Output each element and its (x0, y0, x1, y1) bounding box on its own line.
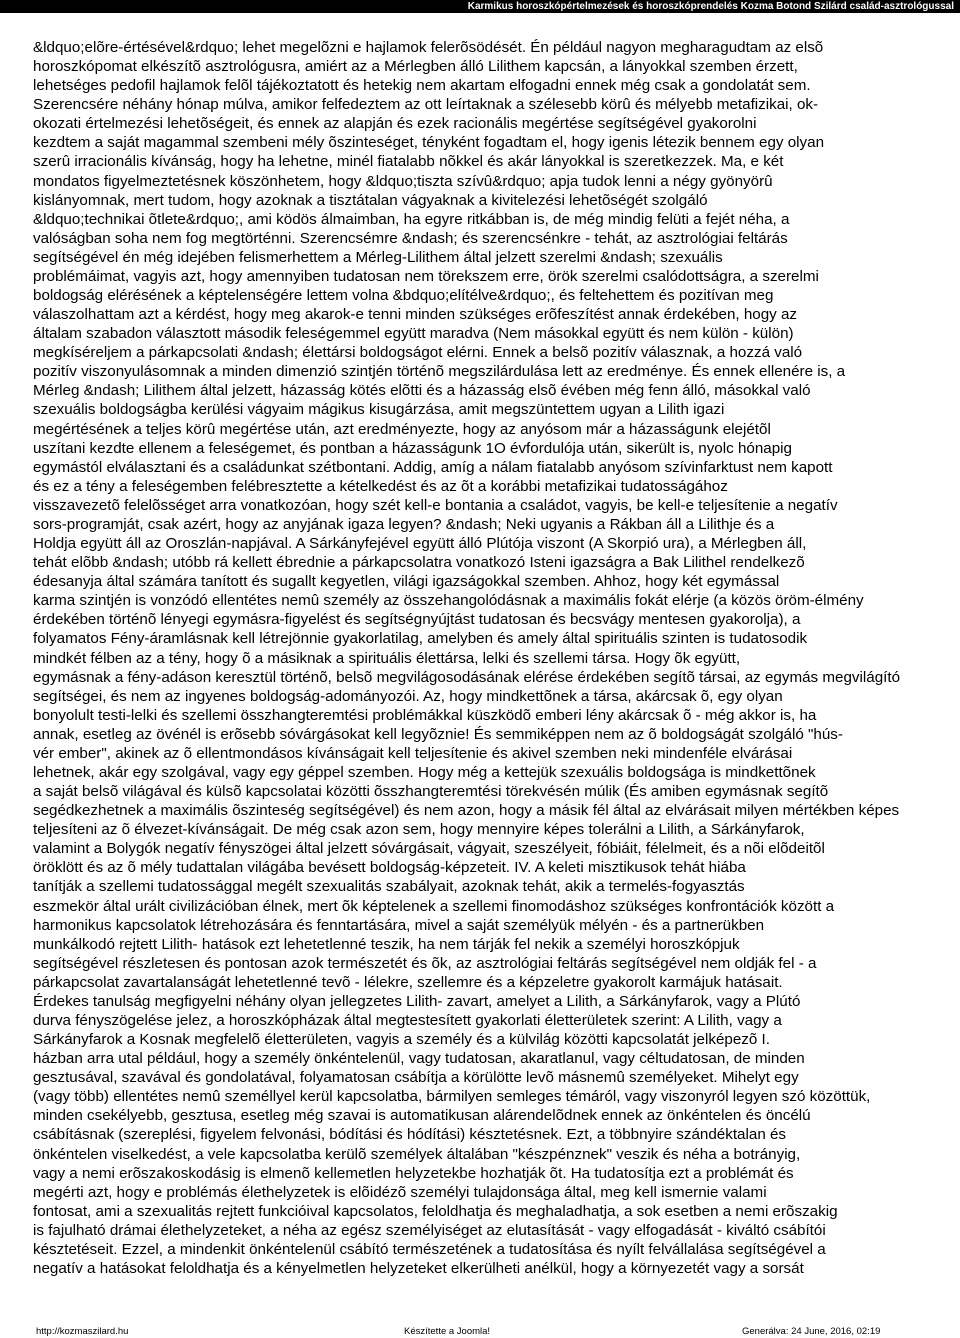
body-line: segédkezhetnek a maximális õszinteség segítségével) és nem azon, hogy a másik fél által az elvárásait milyen mértékben képes (33, 802, 900, 820)
body-line: tehát elõbb &ndash; utóbb rá kellett ébrednie a párkapcsolatra vonatkozó Isteni igazságra a Bak Lilithel rendelkezõ (33, 554, 805, 572)
body-line: érdekében történõ lényegi egymásra-figyelést és segítségnyújtást tudatosan és becsvágy mentesen gyakorolja), a (33, 611, 801, 629)
body-line: okozati értelmezési lehetõségeit, és ennek az alapján és ezek racionális megértése segítségével gyakorolni (33, 115, 757, 133)
body-line: folyamatos Fény-áramlásnak kell létrejönnie gyakorlatilag, amelyben és amely által spirituális szinten is tudatosodik (33, 630, 808, 648)
body-line: megérti azt, hogy e problémás élethelyzetek is elõidézõ személyi tulajdonsága által, meg kell ismernie valami (33, 1183, 767, 1201)
footer-site-link[interactable]: http://kozmaszilard.hu (36, 1326, 129, 1337)
body-line: édesanyja által számára tanított és sugallt kegyetlen, világi igazságokkal szemben. Ahhoz, hogy két egymással (33, 573, 780, 591)
article-body (33, 38, 957, 1278)
body-line: negatív a hatásokat feloldhatja és a kényelmetlen helyzeteket elkerülheti anélkül, hogy a környezetét vagy a sorsát (33, 1260, 804, 1277)
body-line: Holdja együtt áll az Oroszlán-napjával. A Sárkányfejével együtt álló Plútója viszont (A Skorpió ura), a Mérlegben áll, (33, 535, 807, 553)
header-title: Karmikus horoszkópértelmezések és horoszkóprendelés Kozma Botond Szilárd család-asztrológussal (467, 1, 954, 12)
body-line: karma szintjén is vonzódó ellentétes nemû személy az összehangolódásnak a maximális fokát elérje (a közös öröm-élmény (33, 592, 864, 610)
body-line: segítségei, és nem az ingyenes boldogság-adományozói. Az, hogy mindkettõnek a társa, akárcsak õ, egy olyan (33, 687, 783, 705)
body-line: önkéntelen viselkedést, a vele kapcsolatba kerülõ személyek általában "készpénznek" veszik és néha a botrányig, (33, 1145, 801, 1163)
body-line: kezdtem a saját magammal szembeni mély õszinteséget, tényként fogadtam el, hogy igenis létezik bennem egy olyan (33, 134, 825, 152)
footer-generator-credit: Készítette a Joomla! (404, 1326, 491, 1337)
footer-generated-date: Generálva: 24 June, 2016, 02:19 (742, 1326, 881, 1337)
page-footer (0, 1325, 960, 1338)
body-line: tanítják a szellemi tudatossággal megélt szexualitás szabályait, azoknak tehát, akik a termelés-fogyasztás (33, 878, 745, 896)
body-line: csábításnak (szereplési, figyelem felvonási, bódítási és hódítási) késztetésnek. Ezt, a többnyire szándéktalan és (33, 1126, 787, 1144)
body-line: pozitív viszonyulásomnak a minden dimenzió szintjén történõ megszilárdulása lett az eredménye. És ennek ellenére is, a (33, 363, 846, 381)
body-line: visszavezetõ felelõsséget arra vonatkozóan, hogy szét kell-e bontania a családot, vagyis, be kell-e teljesítenie a negatív (33, 496, 838, 514)
body-line: Érdekes tanulság megfigyelni néhány olyan jellegzetes Lilith- zavart, amelyet a Lilith, a Sárkányfarok, vagy a Plútó (33, 992, 801, 1010)
body-line: harmonikus kapcsolatok létrehozására és fenntartására, mivel a saját személyük mélyén - és a partnerükben (33, 916, 765, 934)
body-line: a saját belsõ világával és külsõ kapcsolatai közötti õsszhangteremtési törekvésén múlik (És amiben egymásnak segítõ (33, 783, 829, 801)
body-line: megértésének a teljes körû megértése után, azt eredményezte, hogy az anyósom már a házasságunk elejétõl (33, 420, 771, 438)
body-line: annak, esetleg az övénél is erõsebb sóvárgásokat kell legyõznie! És semmiképpen nem az õ boldogságát szolgáló "hús- (33, 725, 843, 743)
body-line: gesztusával, szavával és gondolatával, folyamatosan csábítja a körülötte levõ másnemû személyeket. Mihelyt egy (33, 1069, 799, 1087)
body-line: szexuális boldogságba kerülési vágyaim mágikus kisugárzása, amit megszüntettem ugyan a Lilith igazi (33, 401, 725, 419)
body-line: uszítani kezdte ellenem a feleségemet, és pontban a házasságunk 1O évfordulója után, sikerült is, nyolc hónapig (33, 439, 792, 457)
body-line: teljesíteni az õ élvezet-kívánságait. De még csak azon sem, hogy mennyire képes tolerálni a Lilith, a Sárkányfarok, (33, 821, 805, 839)
body-line: &ldquo;technikai õtlete&rdquo;, ami ködös álmaimban, ha egyre ritkábban is, de még mindig felüti a fejét néha, a (33, 210, 790, 228)
body-line: egymástól elválasztani és a családunkat szétbontani. Addig, amíg a nálam fiatalabb anyósom szívinfarktust nem kapott (33, 458, 833, 476)
body-line: problémáimat, vagyis azt, hogy amennyiben tudatosan nem törekszem erre, örök szerelmi csalódottságra, a szerelmi (33, 267, 819, 285)
body-line: párkapcsolat zavartalanságát lehetetlenné tevõ - lélekre, szellemre és a képzeletre gyakorolt karmájuk hatásait. (33, 973, 783, 991)
body-line: házban arra utal például, hogy a személy önkéntelenül, vagy tudatosan, akaratlanul, vagy céltudatosan, de minden (33, 1050, 805, 1068)
body-line: is fajulható drámai élethelyzeteket, a néha az egész személyiséget az elutasítását - vagy elfogadását - kiváltó csábítói (33, 1221, 826, 1239)
body-line: általam szabadon választott második feleségemmel együtt maradva (Nem másokkal együtt és nem külön - külön) (33, 325, 794, 343)
body-line: öröklött és az õ mély tudattalan világába bevésett boldogság-képzeteit. IV. A keleti misztikusok tehát hiába (33, 859, 746, 877)
body-line: válaszolhattam azt a kérdést, hogy meg akarok-e tenni minden szükséges erõfeszítést annak érdekében, hogy az (33, 306, 798, 324)
body-line: durva fényszögelése jelez, a horoszkópházak által megtestesített gyakorlati életterületek szerint: A Lilith, vagy a (33, 1011, 782, 1029)
body-line: megkíséreljem a párkapcsolati &ndash; élettársi boldogságot elérni. Ennek a belsõ pozitív válasznak, a hozzá való (33, 344, 803, 362)
body-line: boldogság elérésének a képtelenségére lettem volna &bdquo;elítélve&rdquo;, és feltehettem és pozitívan meg (33, 287, 774, 305)
body-line: minden csekélyebb, gesztusa, esetleg még szavai is automatikusan alárendelõdnek ennek az önkéntelen és öncélú (33, 1107, 811, 1125)
body-line: sors-programját, csak azért, hogy az anyjának igaza legyen? &ndash; Neki ugyanis a Rákban áll a Lilithje és a (33, 515, 775, 533)
body-line: (vagy több) ellentétes nemû személlyel kerül kapcsolatba, bármilyen semleges témáról, vagy viszonyról legyen szó közöttük, (33, 1088, 871, 1106)
body-line: kislányomnak, mert tudom, hogy azoknak a tisztátalan vágyaknak a kivitelezési lehetõségét szolgáló (33, 191, 708, 209)
body-line: munkálkodó rejtett Lilith- hatások ezt lehetetlenné teszik, ha nem tárják fel nekik a személyi horoszkópjuk (33, 935, 740, 953)
body-line: valóságban soha nem fog megtörténni. Szerencsémre &ndash; és szerencsénkre - tehát, az asztrológiai feltárás (33, 229, 788, 247)
body-line: Sárkányfarok a Kosnak megfelelõ életterületen, vagyis a személy és a külvilág közötti kapcsolatát jelképezõ I. (33, 1031, 770, 1049)
body-line: eszmekör által urált civilizációban élnek, mert õk képtelenek a szellemi finomodáshoz szükséges konfrontációk között a (33, 897, 835, 915)
body-line: és ez a tény a feleségemben felébresztette a kételkedést és az õt a korábbi metafizikai tudatosságához (33, 477, 728, 495)
body-line: mondatos figyelmeztetésnek köszönhetem, hogy &ldquo;tiszta szívû&rdquo; apja tudok lenni a négy gyönyörû (33, 172, 773, 190)
body-line: Mérleg &ndash; Lilithem által jelzett, házasság kötés elõtti és a házasság elsõ évében még fenn álló, másokkal való (33, 382, 811, 400)
body-line: segítségével részletesen és pontosan azok természetét és õk, az asztrológiai feltárás segítségével nem oldják fel - a (33, 954, 817, 972)
page-header (0, 0, 960, 13)
body-line: vagy a nemi erõszakoskodásig is elmenõ kellemetlen helyzetekbe hozhatják õt. Ha tudatosítja ezt a problémát és (33, 1164, 794, 1182)
body-line: vér ember", akinek az õ ellentmondásos kívánságait kell teljesítenie és akivel szemben neki mindenféle elvárásai (33, 744, 793, 762)
body-line: mindkét félben az a tény, hogy õ a másiknak a spirituális élettársa, lelki és szellemi társa. Hogy õk együtt, (33, 649, 741, 667)
body-line: valamint a Bolygók negatív fényszögei által jelzett sóvárgásait, vágyait, szeszélyeit, fóbiáit, félelmeit, és a nõi elõdeitõl (33, 840, 825, 858)
body-line: Szerencsére néhány hónap múlva, amikor felfedeztem az ott leírtaknak a szélesebb körû és mélyebb metafizikai, ok- (33, 96, 819, 114)
body-line: fontosat, ami a szexualitás rejtett funkcióival kapcsolatos, feloldhatja és meghaladhatja, a sok esetben a nemi erõszakig (33, 1202, 838, 1220)
body-line: lehetnek, akár egy szolgával, vagy egy géppel szemben. Hogy még a kettejük szexuális boldogsága is mindkettõnek (33, 763, 816, 781)
body-line: bonyolult testi-lelki és szellemi összhangteremtési problémákkal küszködõ emberi lény akárcsak õ - még akkor is, ha (33, 706, 817, 724)
body-line: &ldquo;elõre-értésével&rdquo; lehet megelõzni e hajlamok felerõsödését. Én például nagyon megharagudtam az elsõ (33, 39, 824, 56)
body-line: lehetséges pedofil hajlamok felõl tájékoztatott és hetekig nem akartam elfogadni ennek még csak a gondolatát sem. (33, 77, 811, 95)
body-line: horoszkópomat elkészítõ asztrológusra, amiért az a Mérlegben álló Lilithem kapcsán, a lányokkal szemben érzett, (33, 58, 798, 76)
body-line: segítségével én még idejében felismerhettem a Mérleg-Lilithem által jelzett szerelmi &ndash; szexuális (33, 248, 723, 266)
body-line: késztetéseit. Ezzel, a mindenkit önkéntelenül csábító természetének a tudatosítása és nyílt felvállalása segítségével a (33, 1240, 826, 1258)
body-line: szerû irracionális kívánság, hogy ha lehetne, minél fiatalabb nõkkel és akár lányokkal is szeretkezzek. Ma, e két (33, 153, 784, 171)
body-line: egymásnak a fény-adáson keresztül történõ, belsõ megvilágosodásának elérése érdekében segítõ társai, az egymás megvilágító (33, 668, 901, 686)
